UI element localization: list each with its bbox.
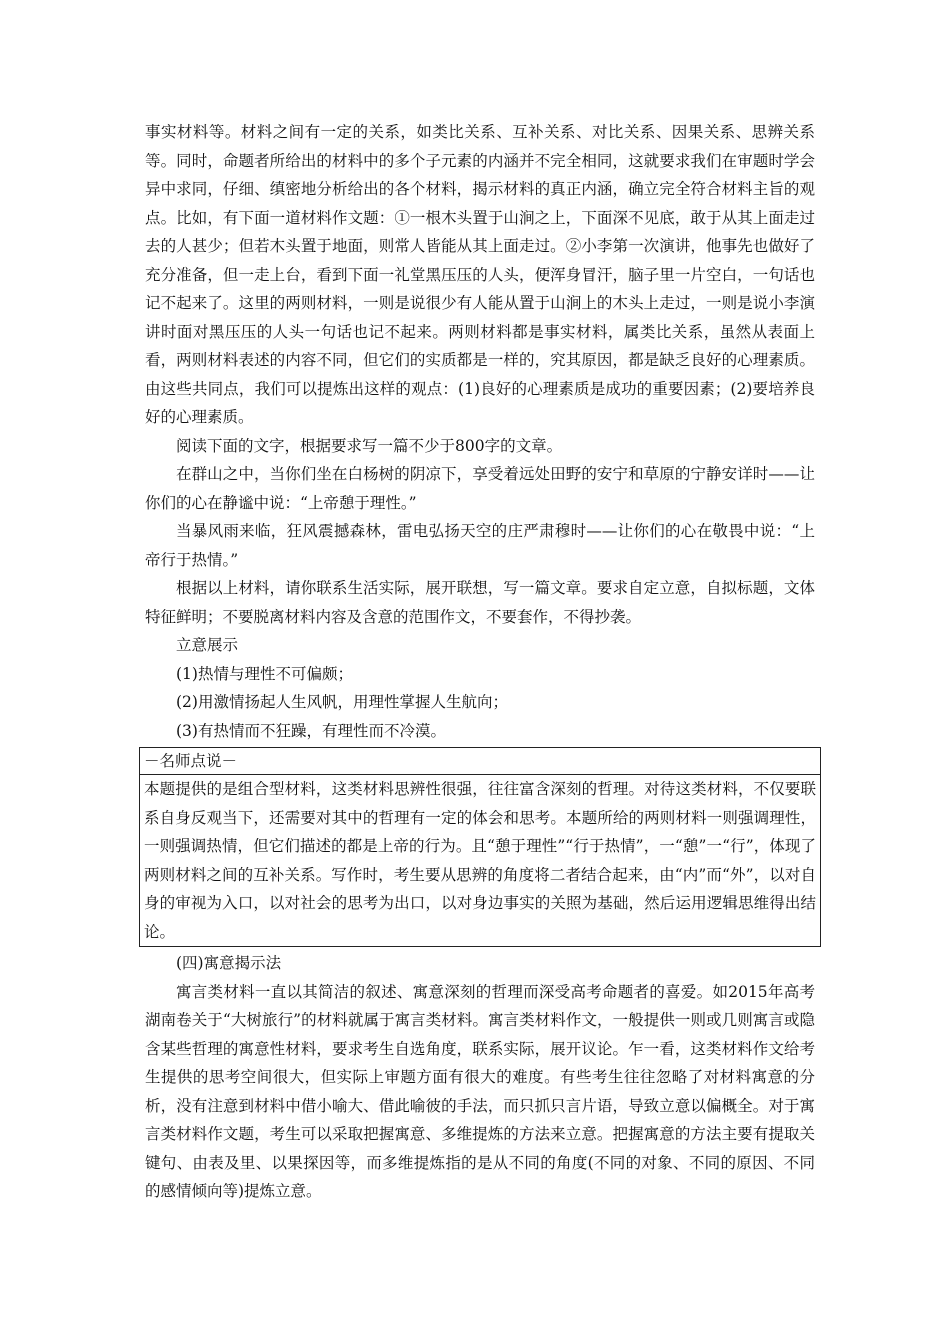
document-page: [145, 118, 815, 1206]
teacher-comment-box: [139, 747, 821, 947]
idea-item: (2)用激情扬起人生风帆，用理性掌握人生航向；: [176, 693, 508, 711]
prompt-intro: 阅读下面的文字，根据要求写一篇不少于800字的文章。: [176, 436, 563, 455]
body-paragraph: 事实材料等。材料之间有一定的关系，如类比关系、互补关系、对比关系、因果关系、思辨关系等。同时，命题者所给出的材料中的多个子元素的内涵并不完全相同，这就要求我们在审题时学会异中求同，仔细、缜密地分析给出的各个材料，揭示材料的真正内涵，确立完全符合材料主旨的观点。比如，有下面一道材料作文题：①一根木头置于山涧之上，下面深不见底，敢于从其上面走过去的人甚少；但若木头置于地面，则常人皆能从其上面走过。②小李第一次演讲，他事先也做好了充分准备，但一走上台，看到下面一礼堂黑压压的人头，便浑身冒汗，脑子里一片空白，一句话也记不起来了。这里的两则材料，一则是说很少有人能从置于山涧上的木头上走过，一则是说小李演讲时面对黑压压的人头一句话也记不起来。两则材料都是事实材料，属类比关系，虽然从表面上看，两则材料表述的内容不同，但它们的实质都是一样的，究其原因，都是缺乏良好的心理素质。由这些共同点，我们可以提炼出这样的观点：(1)良好的心理素质是成功的重要因素；(2)要培养良好的心理素质。: [145, 123, 815, 426]
section-heading: (四)寓意揭示法: [176, 954, 282, 972]
ideas-heading: 立意展示: [176, 636, 239, 654]
prompt-requirements: 根据以上材料，请你联系生活实际，展开联想，写一篇文章。要求自定立意，自拟标题，文体特征鲜明；不要脱离材料内容及含意的范围作文，不要套作，不得抄袭。: [145, 579, 815, 626]
teacher-comment-title: －名师点说－: [140, 748, 820, 775]
idea-item: (3)有热情而不狂躁，有理性而不冷漠。: [176, 721, 446, 740]
prompt-paragraph: 在群山之中，当你们坐在白杨树的阴凉下，享受着远处田野的安宁和草原的宁静安详时——让你们的心在静谧中说：“上帝憩于理性。”: [145, 465, 815, 512]
section-body: 寓言类材料一直以其简洁的叙述、寓意深刻的哲理而深受高考命题者的喜爱。如2015年高考湖南卷关于“大树旅行”的材料就属于寓言类材料。寓言类材料作文，一般提供一则或几则寓言或隐含某些哲理的寓意性材料，要求考生自选角度，联系实际，展开议论。乍一看，这类材料作文给考生提供的思考空间很大，但实际上审题方面有很大的难度。有些考生往往忽略了对材料寓意的分析，没有注意到材料中借小喻大、借此喻彼的手法，而只抓只言片语，导致立意以偏概全。对于寓言类材料作文题，考生可以采取把握寓意、多维提炼的方法来立意。把握寓意的方法主要有提取关键句、由表及里、以果探因等，而多维提炼指的是从不同的角度(不同的对象、不同的原因、不同的感情倾向等)提炼立意。: [145, 982, 815, 1200]
prompt-paragraph: 当暴风雨来临，狂风震撼森林，雷电弘扬天空的庄严肃穆时——让你们的心在敬畏中说：“上帝行于热情。”: [145, 522, 815, 569]
teacher-comment-body: 本题提供的是组合型材料，这类材料思辨性很强，往往富含深刻的哲理。对待这类材料，不仅要联系自身反观当下，还需要对其中的哲理有一定的体会和思考。本题所给的两则材料一则强调理性，一则强调热情，但它们描述的都是上帝的行为。且“憩于理性”“行于热情”，一“憩”一“行”，体现了两则材料之间的互补关系。写作时，考生要从思辨的角度将二者结合起来，由“内”而“外”，以对自身的审视为入口，以对社会的思考为出口，以对身边事实的关照为基础，然后运用逻辑思维得出结论。: [144, 780, 816, 941]
idea-item: (1)热情与理性不可偏颇；: [176, 664, 353, 683]
